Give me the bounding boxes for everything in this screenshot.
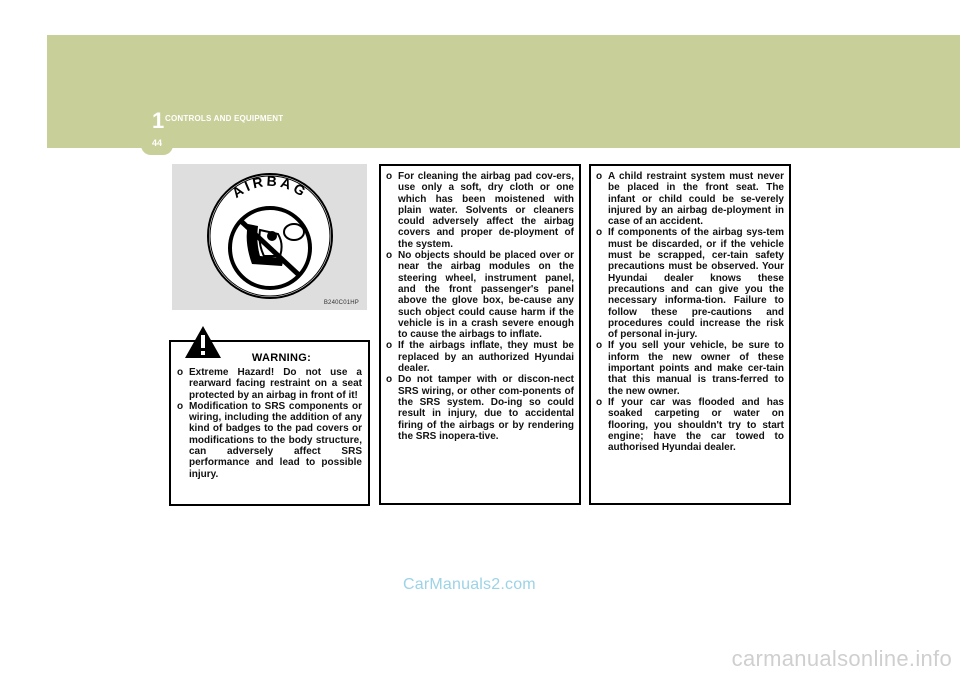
list-item: o If you sell your vehicle, be sure to inform the new owner of these important points and make cer-tain that this manual is trans-ferred to the new owner. bbox=[596, 340, 784, 397]
list-item: o No objects should be placed over or near the airbag modules on the steering wheel, instrument panel, and the front passenger's panel above the glove box, be-cause any such object could cause harm if the vehicle is in a crash severe enough to cause the airbags to inflate. bbox=[386, 250, 574, 341]
middle-list bbox=[386, 171, 574, 442]
chapter-title: CONTROLS AND EQUIPMENT bbox=[165, 114, 284, 123]
warning-triangle-icon bbox=[184, 325, 222, 359]
list-item: o Modification to SRS components or wiring, including the addition of any kind of badges to the pad covers or modifications to the body structure, can adversely affect SRS performance and lead to possible injury. bbox=[177, 400, 362, 480]
page-number: 44 bbox=[151, 138, 162, 148]
airbag-figure bbox=[172, 164, 367, 310]
list-item: o Extreme Hazard! Do not use a rearward facing restraint on a seat protected by an airbag in front of it! bbox=[177, 367, 362, 401]
footer-watermark: carmanualsonline.info bbox=[731, 646, 952, 671]
middle-column-box bbox=[379, 164, 581, 505]
warning-list bbox=[177, 367, 362, 480]
right-column-box bbox=[589, 164, 791, 505]
right-list bbox=[596, 171, 784, 453]
list-item: o If components of the airbag sys-tem must be discarded, or if the vehicle must be scrapped, cer-tain safety precautions must be observed. Your Hyundai dealer knows these precautions and can give you the necessary informa-tion. Failure to follow these pre-cautions and procedures could increase the risk of personal in-jury. bbox=[596, 227, 784, 341]
list-item: o Do not tamper with or discon-nect SRS wiring, or other com-ponents of the SRS system. Do-ing so could result in injury, due to accidental firing of the airbags or by rendering the SRS inopera-tive. bbox=[386, 374, 574, 442]
list-item: o A child restraint system must never be placed in the front seat. The infant or child could be se-verely injured by an airbag de-ployment in case of an accident. bbox=[596, 171, 784, 228]
warning-title: WARNING: bbox=[251, 352, 312, 364]
list-item: o If your car was flooded and has soaked carpeting or water on flooring, you shouldn't try to start engine; have the car towed to authorised Hyundai dealer. bbox=[596, 396, 784, 454]
list-item: o For cleaning the airbag pad cov-ers, use only a soft, dry cloth or one which has been moistened with plain water. Solvents or cleaners could adversely affect the airbag covers and proper de-ployment of the system. bbox=[386, 171, 574, 250]
header-band bbox=[47, 35, 960, 148]
svg-text:AIRBAG: AIRBAG bbox=[228, 172, 312, 201]
watermark-link[interactable]: CarManuals2.com bbox=[403, 576, 536, 593]
list-item: o If the airbags inflate, they must be replaced by an authorized Hyundai dealer. bbox=[386, 340, 574, 375]
figure-code: B240C01HP bbox=[323, 300, 359, 306]
airbag-warning-pictogram-icon bbox=[172, 164, 367, 310]
chapter-number: 1 bbox=[152, 108, 165, 133]
warning-box bbox=[169, 340, 370, 506]
